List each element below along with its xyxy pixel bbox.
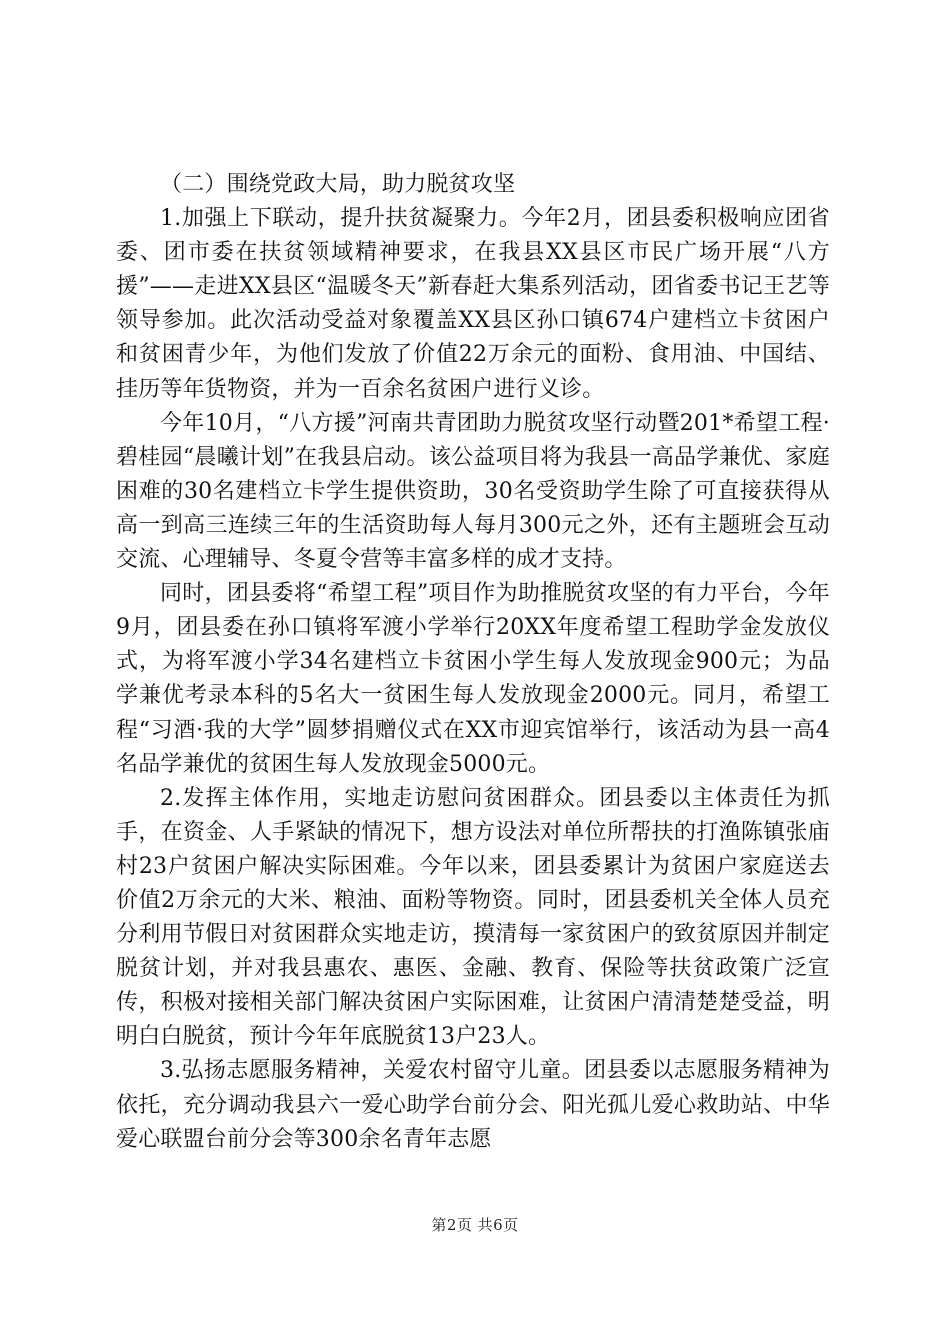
paragraph-4: 2.发挥主体作用，实地走访慰问贫困群众。团县委以主体责任为抓手，在资金、人手紧缺的情况下，想方设法对单位所帮扶的打渔陈镇张庙村23户贫困户解决实际困难。今年以来，团县委累计为贫困户家庭送去价值2万余元的大米、粮油、面粉等物资。同时，团县委机关全体人员充分利用节假日对贫困群众实地走访，摸清每一家贫困户的致贫原因并制定脱贫计划，并对我县惠农、惠医、金融、教育、保险等扶贫政策广泛宣传，积极对接相关部门解决贫困户实际困难，让贫困户清清楚楚受益，明明白白脱贫，预计今年年底脱贫13户23人。 [116,785,830,1050]
document-body [116,168,830,1157]
page-footer: 第2页 共6页 [431,1216,519,1234]
paragraph-2: 今年10月，“八方援”河南共青团助力脱贫攻坚行动暨201*希望工程·碧桂园“晨曦计划”在我县启动。该公益项目将为我县一高品学兼优、家庭困难的30名建档立卡学生提供资助，30名受资助学生除了可直接获得从高一到高三连续三年的生活资助每人每月300元之外，还有主题班会互动交流、心理辅导、冬夏令营等丰富多样的成才支持。 [116,410,830,573]
paragraph-1: 1.加强上下联动，提升扶贫凝聚力。今年2月，团县委积极响应团省委、团市委在扶贫领域精神要求，在我县XX县区市民广场开展“八方援”——走进XX县区“温暖冬天”新春赶大集系列活动，团省委书记王艺等领导参加。此次活动受益对象覆盖XX县区孙口镇674户建档立卡贫困户和贫困青少年，为他们发放了价值22万余元的面粉、食用油、中国结、挂历等年货物资，并为一百余名贫困户进行义诊。 [116,206,830,402]
paragraph-3: 同时，团县委将“希望工程”项目作为助推脱贫攻坚的有力平台，今年9月，团县委在孙口镇将军渡小学举行20XX年度希望工程助学金发放仪式，为将军渡小学34名建档立卡贫困小学生每人发放现金900元；为品学兼优考录本科的5名大一贫困生每人发放现金2000元。同月，希望工程“习酒·我的大学”圆梦捐赠仪式在XX市迎宾馆举行，该活动为县一高4名品学兼优的贫困生每人发放现金5000元。 [116,581,830,777]
paragraph-5: 3.弘扬志愿服务精神，关爱农村留守儿童。团县委以志愿服务精神为依托，充分调动我县六一爱心助学台前分会、阳光孤儿爱心救助站、中华爱心联盟台前分会等300余名青年志愿 [116,1058,830,1152]
section-heading: （二）围绕党政大局，助力脱贫攻坚 [160,172,516,197]
